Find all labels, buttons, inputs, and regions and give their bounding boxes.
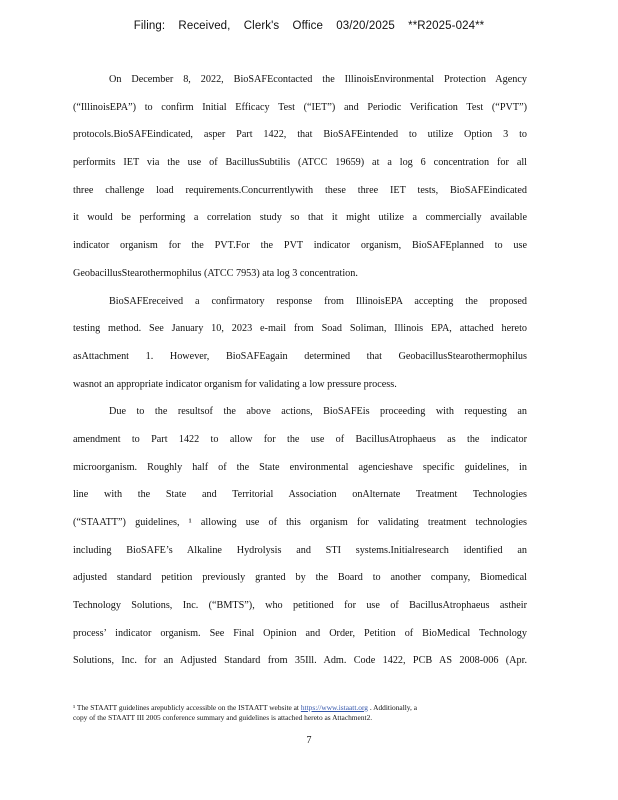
footnote-line: copy of the STAATT III 2005 conference summary and guidelines is attached hereto as Attachment2. <box>73 713 373 722</box>
body-line: asAttachment 1. However, BioSAFEagain determined that GeobacillusStearothermophilus <box>73 350 527 362</box>
body-line: it would be performing a correlation study so that it might utilize a commercially available <box>73 212 527 224</box>
footnote-line <box>73 703 543 713</box>
body-line: adjusted standard petition previously granted by the Board to another company, Biomedical <box>73 572 527 584</box>
footnote-text: . Additionally, a <box>369 703 417 712</box>
body-line: BioSAFEreceived a confirmatory response from IllinoisEPA accepting the proposed <box>109 295 527 307</box>
body-line: line with the State and Territorial Association onAlternate Treatment Technologies <box>73 489 527 501</box>
body-line: (“STAATT”) guidelines, ¹ allowing use of this organism for validating treatment technologies <box>73 517 527 528</box>
footnote-text: ¹ The STAATT guidelines arepublicly accessible on the ISTAATT website at <box>73 703 299 712</box>
document-body <box>73 74 527 683</box>
body-line: GeobacillusStearothermophilus (ATCC 7953) ata log 3 concentration. <box>73 267 358 279</box>
body-line: process’ indicator organism. See Final Opinion and Order, Petition of BioMedical Technology <box>73 627 527 639</box>
footnote-divider <box>73 693 193 694</box>
body-line: including BioSAFE’s Alkaline Hydrolysis and STI systems.Initialresearch identified an <box>73 544 527 556</box>
body-line: three challenge load requirements.Concurrentlywith these three IET tests, BioSAFEindicated <box>73 184 527 196</box>
footnote-link[interactable]: https://www.istaatt.org <box>300 703 368 712</box>
body-line: testing method. See January 10, 2023 e-mail from Soad Soliman, Illinois EPA, attached hereto <box>73 323 527 335</box>
body-line: indicator organism for the PVT.For the PVT indicator organism, BioSAFEplanned to use <box>73 240 527 252</box>
filing-header: Filing: Received, Clerk's Office 03/20/2025 **R2025-024** <box>133 20 485 32</box>
body-line: protocols.BioSAFEindicated, asper Part 1422, that BioSAFEintended to utilize Option 3 to <box>73 129 527 141</box>
page-number: 7 <box>306 735 312 746</box>
footnotes <box>73 703 543 723</box>
body-line: (“IllinoisEPA”) to confirm Initial Efficacy Test (“IET”) and Periodic Verification Test (“PVT”) <box>73 101 527 113</box>
body-line: amendment to Part 1422 to allow for the use of BacillusAtrophaeus as the indicator <box>73 433 527 445</box>
body-line: wasnot an appropriate indicator organism for validating a low pressure process. <box>73 378 397 390</box>
body-line: Due to the resultsof the above actions, BioSAFEis proceeding with requesting an <box>109 406 527 418</box>
body-line: Technology Solutions, Inc. (“BMTS”), who petitioned for use of BacillusAtrophaeus astheir <box>73 600 527 612</box>
body-line: microorganism. Roughly half of the State environmental agencieshave specific guidelines, in <box>73 461 527 473</box>
body-line: performits IET via the use of BacillusSubtilis (ATCC 19659) at a log 6 concentration for all <box>73 157 527 169</box>
body-line: Solutions, Inc. for an Adjusted Standard from 35Ill. Adm. Code 1422, PCB AS 2008-006 (Apr. <box>73 655 527 667</box>
body-line: On December 8, 2022, BioSAFEcontacted the IllinoisEnvironmental Protection Agency <box>109 74 527 85</box>
